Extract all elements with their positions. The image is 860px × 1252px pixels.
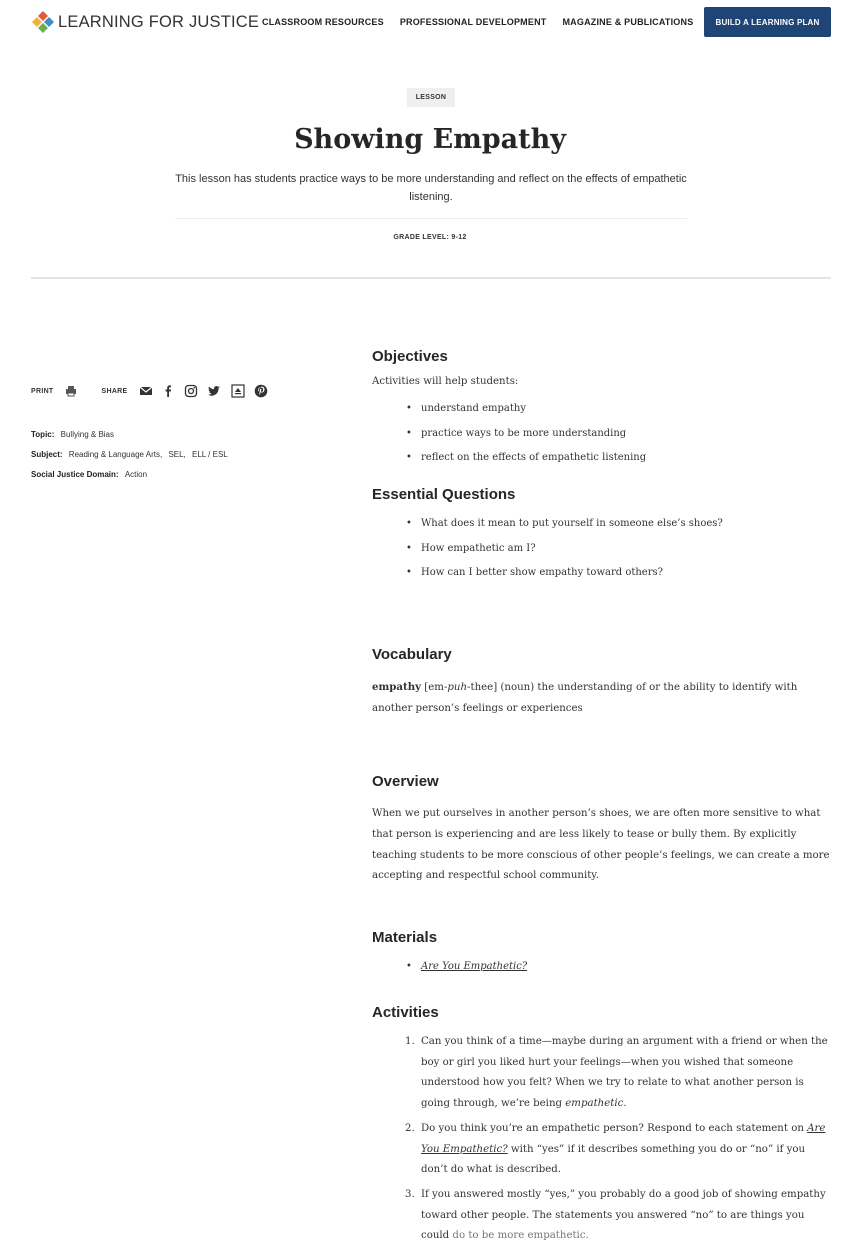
materials-heading: Materials [372,929,438,946]
item-emphasis: empathetic [565,1098,624,1110]
item-text: If you answered mostly “yes,” you probably do a good job of showing empathy toward other people. The statements you answered “no” to are things you could [421,1188,826,1242]
list-item [405,1119,830,1181]
divider [31,277,831,279]
meta-topic-label: Topic: [31,430,55,439]
materials-list [406,955,527,980]
definition-text: -thee] (noun) the understanding of or the ability to identify with another person’s feelings or experiences [372,682,798,714]
facebook-icon[interactable] [161,384,175,398]
list-item: • How can I better show empathy toward others? [406,561,723,586]
item-text-faded: do to be more empathetic. [452,1230,589,1242]
essential-questions-list [406,512,723,586]
grade-level: GRADE LEVEL: 9-12 [393,234,467,241]
meta-subject-label: Subject: [31,450,63,459]
twitter-icon[interactable] [207,384,221,398]
meta-subject-value[interactable]: SEL, [168,450,186,459]
meta-subject-value[interactable]: ELL / ESL [192,450,228,459]
instagram-icon[interactable] [184,384,198,398]
item-text: Can you think of a time—maybe during an argument with a friend or when the boy or girl you liked hurt your feelings—when you wished that someone understood how you felt? When we try to relate to what another person is going through, we’re being [421,1036,828,1110]
item-text: . [623,1098,627,1110]
pronunciation-stress: puh [447,682,468,693]
item-number: 3. [405,1188,415,1200]
list-item: • reflect on the effects of empathetic listening [406,446,646,471]
site-logo[interactable] [31,10,259,34]
list-item: • How empathetic am I? [406,537,723,562]
vocabulary-term: empathy [372,681,422,693]
pronunciation-text: [em- [424,682,448,693]
meta-subject-value[interactable]: Reading & Language Arts, [68,450,163,459]
objectives-heading: Objectives [372,348,448,365]
list-item [406,955,527,980]
meta-topic [31,430,114,439]
print-label: PRINT [31,387,54,395]
meta-subject [31,450,228,459]
pinterest-icon[interactable] [254,384,268,398]
nav-magazine-publications[interactable]: MAGAZINE & PUBLICATIONS [562,17,694,27]
list-item: • practice ways to be more understanding [406,422,646,447]
print-share-toolbar [31,383,268,399]
site-header [0,0,860,44]
meta-domain-value[interactable]: Action [124,470,148,479]
share-label: SHARE [101,387,128,395]
logo-text: LEARNING FOR JUSTICE [58,12,260,31]
list-item [405,1032,830,1115]
nav-professional-development[interactable]: PROFESSIONAL DEVELOPMENT [399,17,547,27]
are-you-empathetic-link[interactable]: Are You Empathetic? [421,1122,826,1155]
list-item: • What does it mean to put yourself in someone else’s shoes? [406,512,723,537]
vocabulary-definition [372,677,830,720]
vocabulary-heading: Vocabulary [372,646,452,663]
essential-questions-heading: Essential Questions [372,486,516,503]
meta-domain-label: Social Justice Domain: [31,470,119,479]
objectives-intro: Activities will help students: [372,376,519,387]
overview-heading: Overview [372,773,439,790]
content-type-badge: LESSON [407,88,455,107]
main-nav [262,17,709,27]
nav-classroom-resources[interactable]: CLASSROOM RESOURCES [262,17,384,27]
activities-list [405,1032,830,1251]
meta-domain [31,470,147,479]
item-text: Do you think you’re an empathetic person? Respond to each statement on [421,1122,808,1134]
page-subtitle: This lesson has students practice ways to be more understanding and reflect on the effects of empathetic listening. [175,173,687,203]
printer-icon[interactable] [64,384,78,398]
page-title: Showing Empathy [294,124,566,155]
objectives-list [406,397,646,471]
meta-topic-value[interactable]: Bullying & Bias [60,430,114,439]
activities-heading: Activities [372,1004,439,1021]
are-you-empathetic-link[interactable]: Are You Empathetic? [421,961,528,972]
overview-text: When we put ourselves in another person’s shoes, we are often more sensitive to what that person is experiencing and are less likely to tease or bully them. By explicitly teaching students to be more conscious of other people’s feelings, we can create a more accepting and respectful school community. [372,808,830,882]
item-text: with “yes” if it describes something you do or “no” if you don’t do what is described. [421,1143,806,1176]
download-icon[interactable] [231,384,245,398]
build-learning-plan-button[interactable]: BUILD A LEARNING PLAN [704,7,831,37]
logo-mark-icon [31,10,55,34]
item-number: 1. [405,1036,415,1047]
email-icon[interactable] [139,384,153,398]
divider [175,218,687,219]
list-item [405,1185,830,1247]
item-number: 2. [405,1122,415,1134]
list-item: • understand empathy [406,397,646,422]
